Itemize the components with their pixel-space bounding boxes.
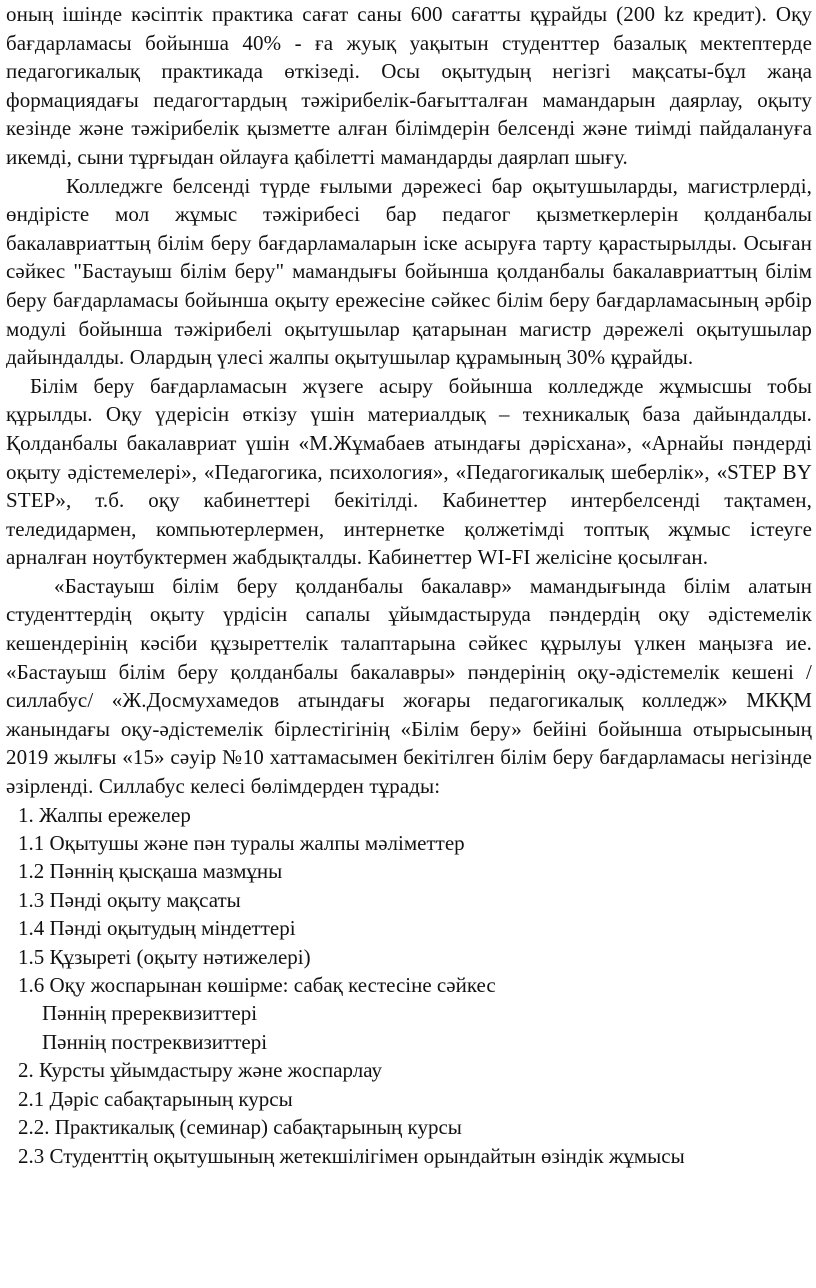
paragraph-working-group: Білім беру бағдарламасын жүзеге асыру бойынша колледжде жұмысшы тобы құрылды. Оқу үдерісін өткізу үшін материалдық – техникалық база дайындалды. Қолданбалы бакалавриат үшін «М.Жұмабаев атындағы дәрісхана», «Арнайы пәндерді оқыту әдістемелері», «Педагогика, психология», «Педагогикалық шеберлік», «STEP BY STEP», т.б. оқу кабинеттері бекітілді. Кабинеттер интербелсенді тақтамен, теледидармен, компьютерлермен, интернетке қолжетімді топтық жұмыс істеуге арналған ноутбуктермен жабдықталды. Кабинеттер WI-FI желісіне қосылған. — [6, 373, 812, 570]
list-item: 2. Курсты ұйымдастыру және жоспарлау — [18, 1058, 382, 1083]
syllabus-outline — [6, 801, 812, 1170]
list-item: Пәннің пререквизиттері — [42, 1001, 258, 1026]
list-item: 1.6 Оқу жоспарынан көшірме: сабақ кестесіне сәйкес — [18, 973, 496, 998]
list-item: 1.3 Пәнді оқыту мақсаты — [18, 887, 241, 912]
list-item: 2.3 Студенттің оқытушының жетекшілігімен орындайтын өзіндік жұмысы — [18, 1143, 685, 1168]
list-item: 2.1 Дәріс сабақтарының курсы — [18, 1086, 293, 1111]
paragraph-practice: оның ішінде кәсіптік практика сағат саны 600 сағатты құрайды (200 kz кредит). Оқу бағдарламасы бойынша 40% - ға жуық уақытын студенттер базалық мектептерде педагогикалық практикада өткізеді. Осы оқытудың негізгі мақсаты-бұл жаңа формациядағы педагогтардың тәжірибелік-бағытталған мамандарын даярлау, оқыту кезінде және тәжірибелік қызметте алған білімдерін белсенді және тиімді пайдалануға икемді, сыни тұрғыдан ойлауға қабілетті мамандарды даярлап шығу. — [6, 2, 812, 169]
paragraph-syllabus-intro: «Бастауыш білім беру қолданбалы бакалавр» мамандығында білім алатын студенттердің оқыту үрдісін сапалы ұйымдастыруда пәндердің оқу әдістемелік кешендерінің кәсіби құзыреттелік талаптарына сәйкес құрылуы үлкен маңызға ие. «Бастауыш білім беру қолданбалы бакалавры» пәндерінің оқу-әдістемелік кешені /силлабус/ «Ж.Досмухамедов атындағы жоғары педагогикалық колледж» МКҚМ жанындағы оқу-әдістемелік бірлестігінің «Білім беру» бейіні бойынша отырысының 2019 жылғы «15» сәуір №10 хаттамасымен бекітілген білім беру бағдарламасы негізінде әзірленді. Силлабус келесі бөлімдерден тұрады: — [6, 573, 812, 799]
list-item: Пәннің постреквизиттері — [42, 1029, 268, 1054]
list-item: 1.5 Құзыреті (оқыту нәтижелері) — [18, 944, 311, 969]
list-item: 1.2 Пәннің қысқаша мазмұны — [18, 859, 283, 884]
paragraph-teachers: Колледжге белсенді түрде ғылыми дәрежесі бар оқытушыларды, магистрлерді, өндірісте мол жұмыс тәжірибесі бар педагог қызметкерлерін қолданбалы бакалавриаттың білім беру бағдарламаларын іске асыруға тарту қарастырылды. Осыған сәйкес "Бастауыш білім беру" мамандығы бойынша қолданбалы бакалавриаттың білім беру бағдарламасы бойынша оқыту ережесіне сәйкес білім беру бағдарламасының әрбір модулі бойынша тәжірибелі оқытушылар қатарынан магистр дәрежелі оқытушылар дайындалды. Олардың үлесі жалпы оқытушылар құрамының 30% құрайды. — [6, 173, 812, 370]
list-item: 1.1 Оқытушы және пән туралы жалпы мәліметтер — [18, 831, 465, 856]
list-item: 2.2. Практикалық (семинар) сабақтарының курсы — [18, 1115, 462, 1140]
list-item: 1.4 Пәнді оқытудың міндеттері — [18, 916, 296, 941]
list-item: 1. Жалпы ережелер — [18, 802, 191, 827]
